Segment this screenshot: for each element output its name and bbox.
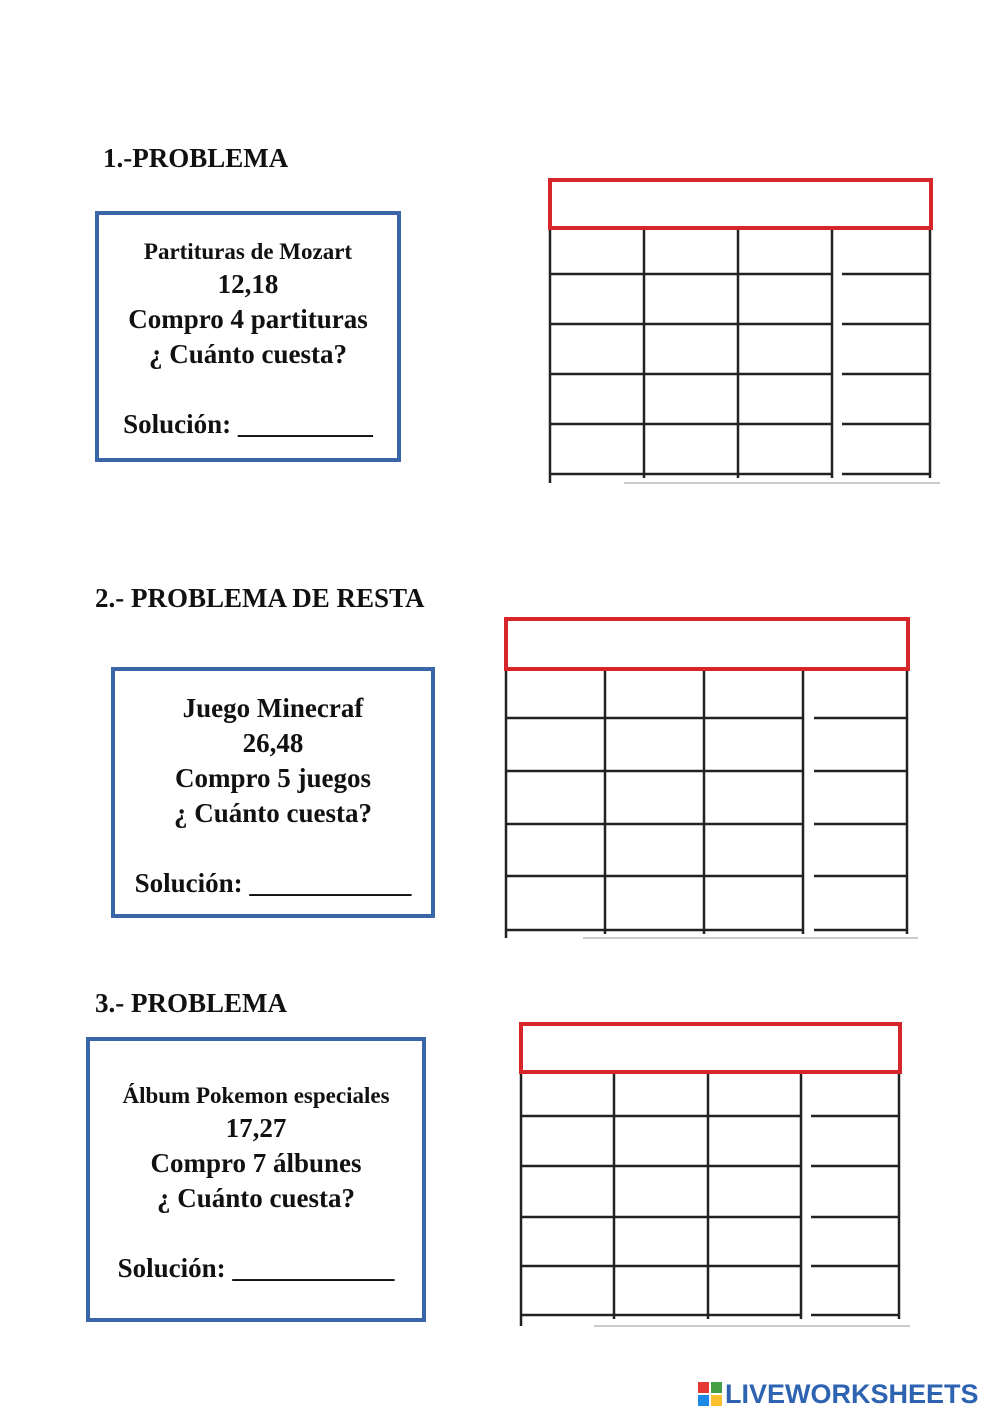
problem-1-answer-header[interactable] xyxy=(548,178,933,230)
problem-1-question: ¿ Cuánto cuesta? xyxy=(148,339,347,369)
problem-3-buy: Compro 7 álbunes xyxy=(150,1148,362,1178)
problem-3-solution[interactable]: Solución: ____________ xyxy=(117,1253,395,1283)
problem-3-price: 17,27 xyxy=(225,1113,287,1143)
brand-name: LIVEWORKSHEETS xyxy=(725,1378,979,1409)
liveworksheets-logo-icon xyxy=(698,1382,722,1406)
problem-1-heading: 1.-PROBLEMA xyxy=(103,143,289,173)
problem-3-card xyxy=(86,1037,426,1322)
problem-2-item: Juego Minecraf xyxy=(182,693,364,723)
problem-2-grid[interactable] xyxy=(503,616,918,942)
problem-2-price: 26,48 xyxy=(242,728,304,758)
problem-1-price: 12,18 xyxy=(217,269,279,299)
problem-2-question: ¿ Cuánto cuesta? xyxy=(173,798,372,828)
problem-1-card xyxy=(95,211,401,462)
problem-3-question: ¿ Cuánto cuesta? xyxy=(156,1183,355,1213)
problem-1-solution[interactable]: Solución: __________ xyxy=(123,409,373,439)
problem-2-answer-header[interactable] xyxy=(504,617,910,671)
problem-1-item: Partituras de Mozart xyxy=(143,239,353,264)
problem-2-buy: Compro 5 juegos xyxy=(174,763,371,793)
problem-1-buy: Compro 4 partituras xyxy=(128,304,368,334)
problem-2-solution[interactable]: Solución: ____________ xyxy=(134,868,412,898)
problem-3-item: Álbum Pokemon especiales xyxy=(122,1083,390,1108)
problem-2-heading: 2.- PROBLEMA DE RESTA xyxy=(95,583,425,613)
problem-3-grid[interactable] xyxy=(518,1021,910,1329)
problem-2-card xyxy=(111,667,435,918)
problem-3-answer-header[interactable] xyxy=(519,1022,902,1074)
problem-3-heading: 3.- PROBLEMA xyxy=(95,988,287,1018)
brand-footer xyxy=(698,1378,979,1410)
problem-1-grid[interactable] xyxy=(548,178,940,484)
